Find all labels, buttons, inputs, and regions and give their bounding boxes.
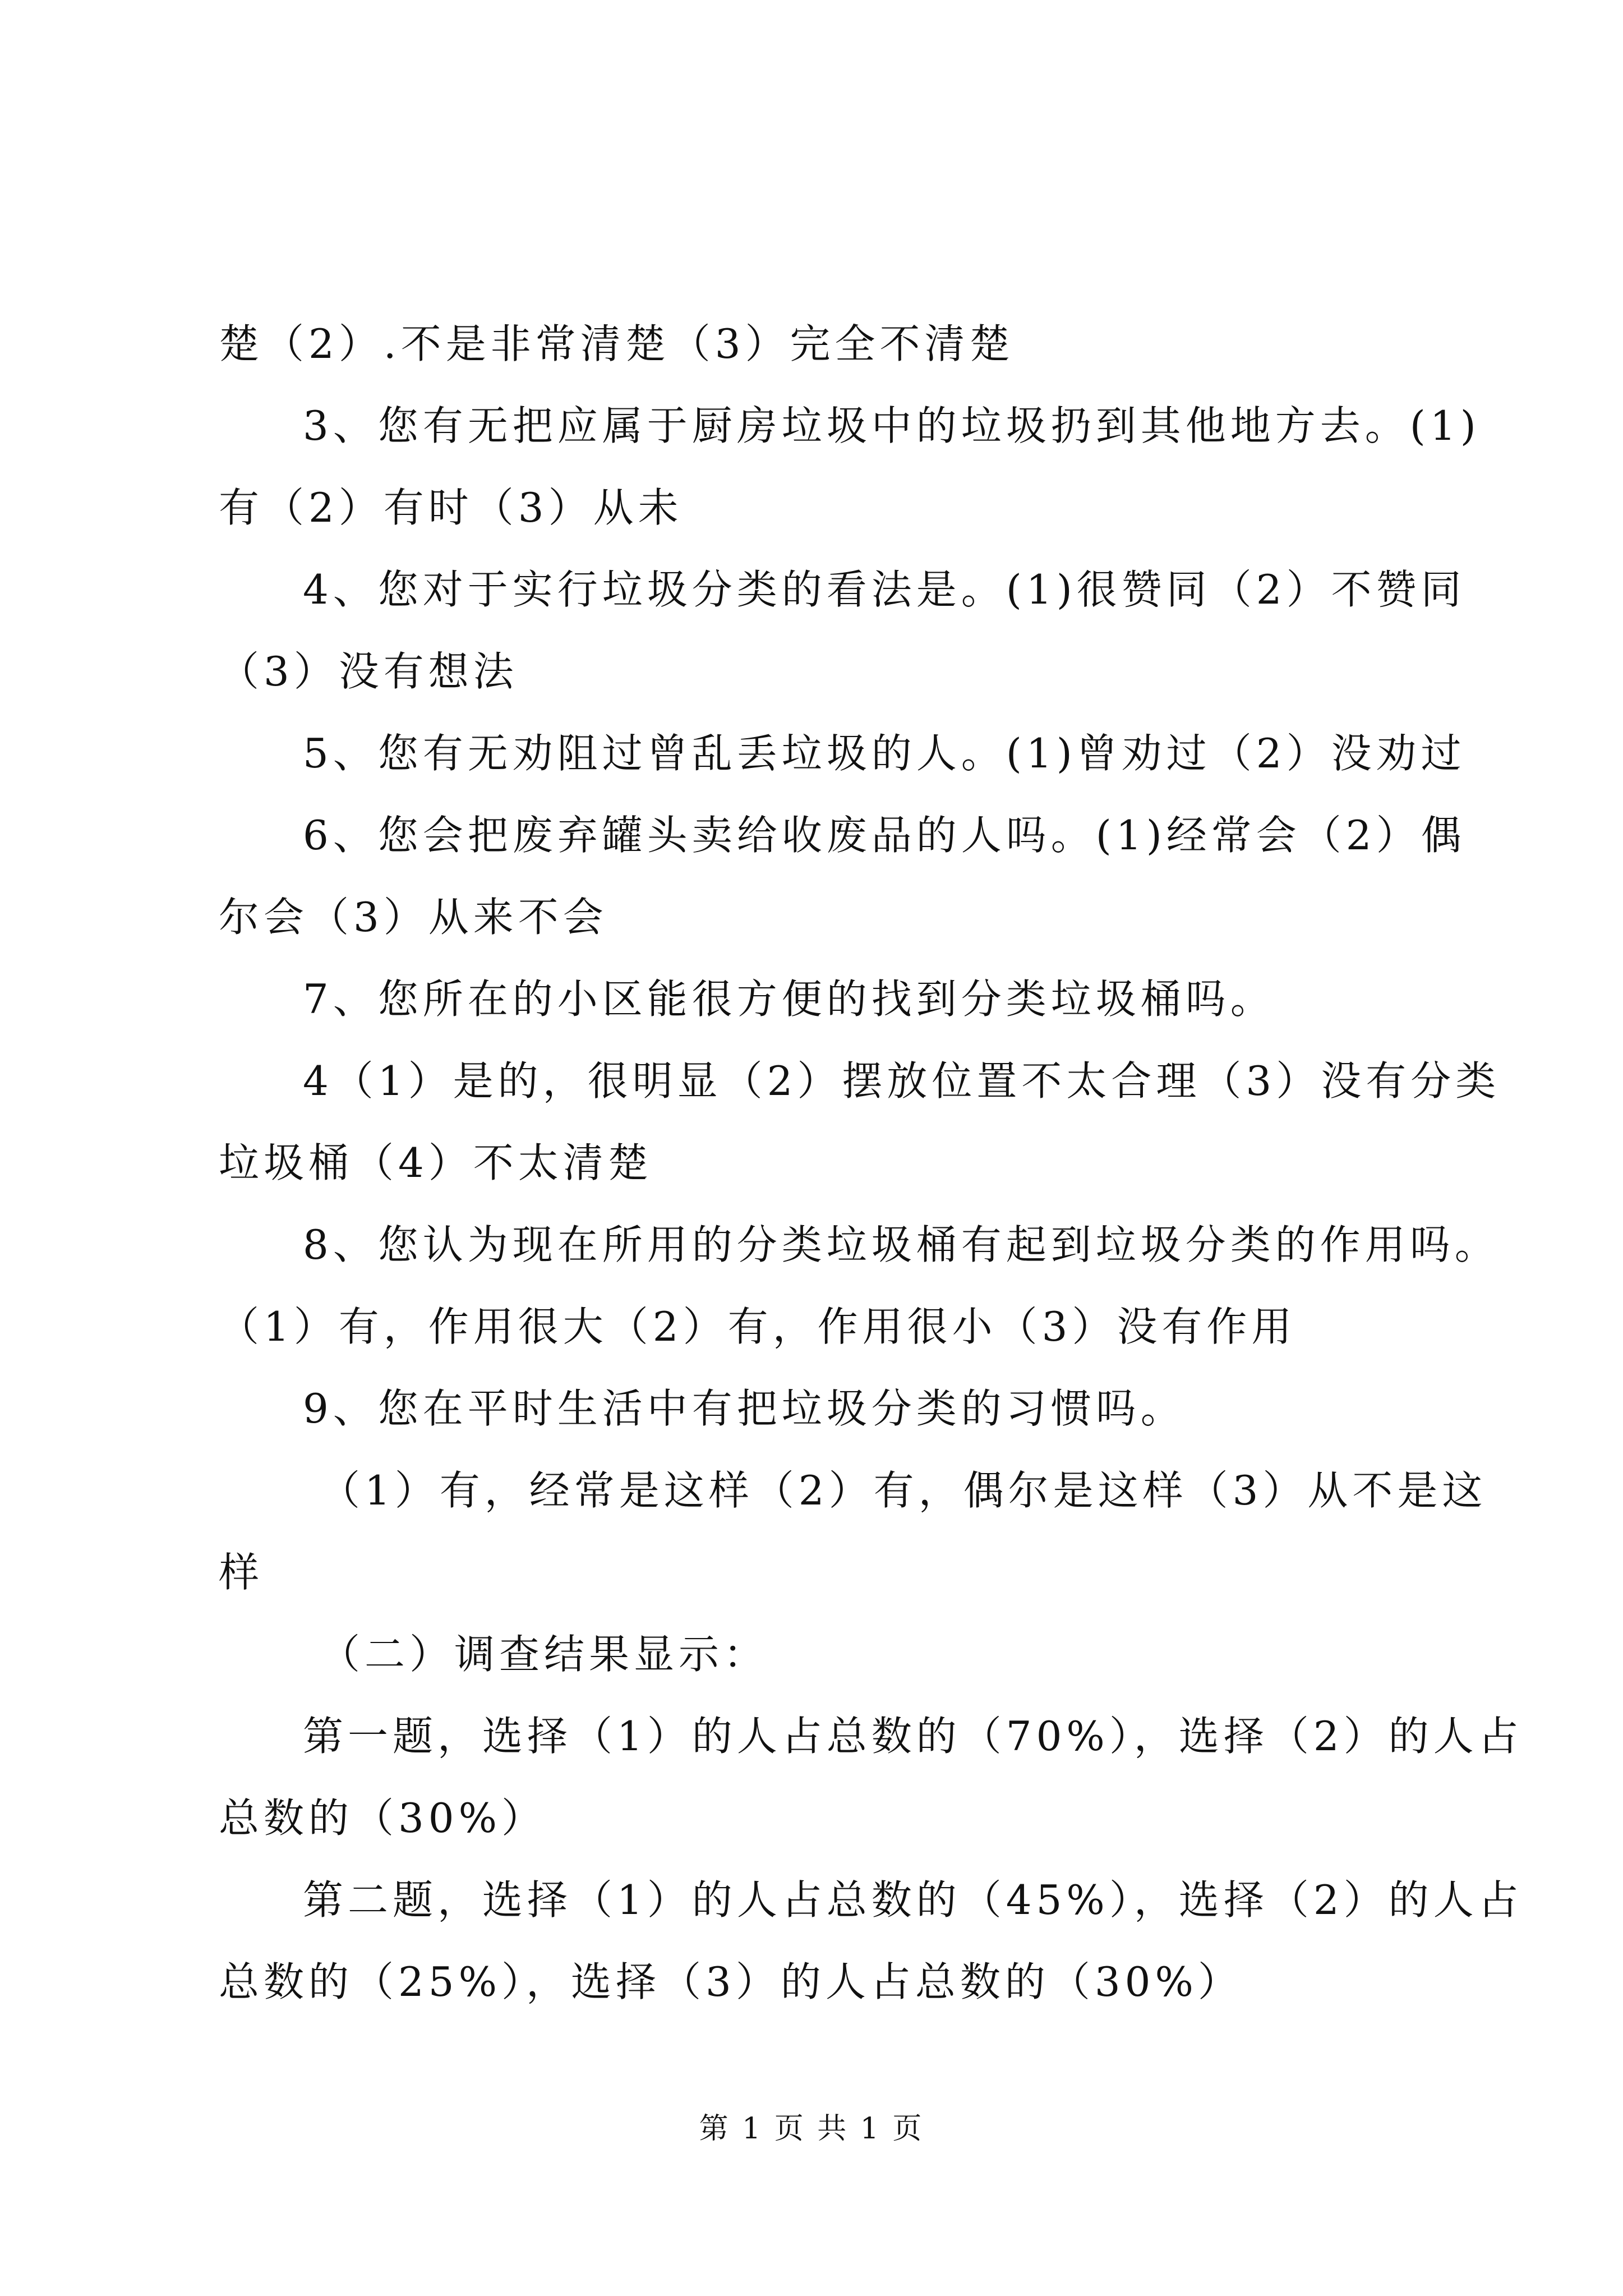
page-footer: 第 1 页 共 1 页: [699, 2112, 924, 2146]
text-line: 总数的（30%）: [219, 1795, 547, 1842]
question-9-options: （1）有，经常是这样（2）有，偶尔是这样（3）从不是这: [320, 1467, 1487, 1514]
question-7-options: 4（1）是的，很明显（2）摆放位置不太合理（3）没有分类: [303, 1057, 1501, 1105]
text-line: 有（2）有时（3）从未: [219, 484, 683, 531]
text-line: （3）没有想法: [219, 648, 518, 695]
question-4: 4、您对于实行垃圾分类的看法是。(1)很赞同（2）不赞同: [303, 566, 1466, 613]
text-line: 尔会（3）从来不会: [219, 894, 608, 941]
question-5: 5、您有无劝阻过曾乱丢垃圾的人。(1)曾劝过（2）没劝过: [303, 730, 1466, 777]
question-7: 7、您所在的小区能很方便的找到分类垃圾桶吗。: [303, 976, 1275, 1023]
section-heading: （二）调查结果显示：: [320, 1631, 769, 1678]
question-6: 6、您会把废弃罐头卖给收废品的人吗。(1)经常会（2）偶: [303, 812, 1466, 859]
result-1: 第一题，选择（1）的人占总数的（70%），选择（2）的人占: [303, 1713, 1523, 1760]
question-8: 8、您认为现在所用的分类垃圾桶有起到垃圾分类的作用吗。: [303, 1221, 1500, 1268]
text-line: （1）有，作用很大（2）有，作用很小（3）没有作用: [219, 1303, 1297, 1350]
question-9: 9、您在平时生活中有把垃圾分类的习惯吗。: [303, 1385, 1186, 1432]
question-3: 3、您有无把应属于厨房垃圾中的垃圾扔到其他地方去。(1): [303, 402, 1481, 449]
text-line: 总数的（25%），选择（3）的人占总数的（30%）: [219, 1958, 1243, 2005]
text-line: 楚（2）.不是非常清楚（3）完全不清楚: [219, 320, 1015, 367]
text-line: 样: [219, 1549, 264, 1596]
text-line: 垃圾桶（4）不太清楚: [219, 1139, 653, 1186]
result-2: 第二题，选择（1）的人占总数的（45%），选择（2）的人占: [303, 1876, 1523, 1924]
document-body: [219, 303, 1523, 2023]
